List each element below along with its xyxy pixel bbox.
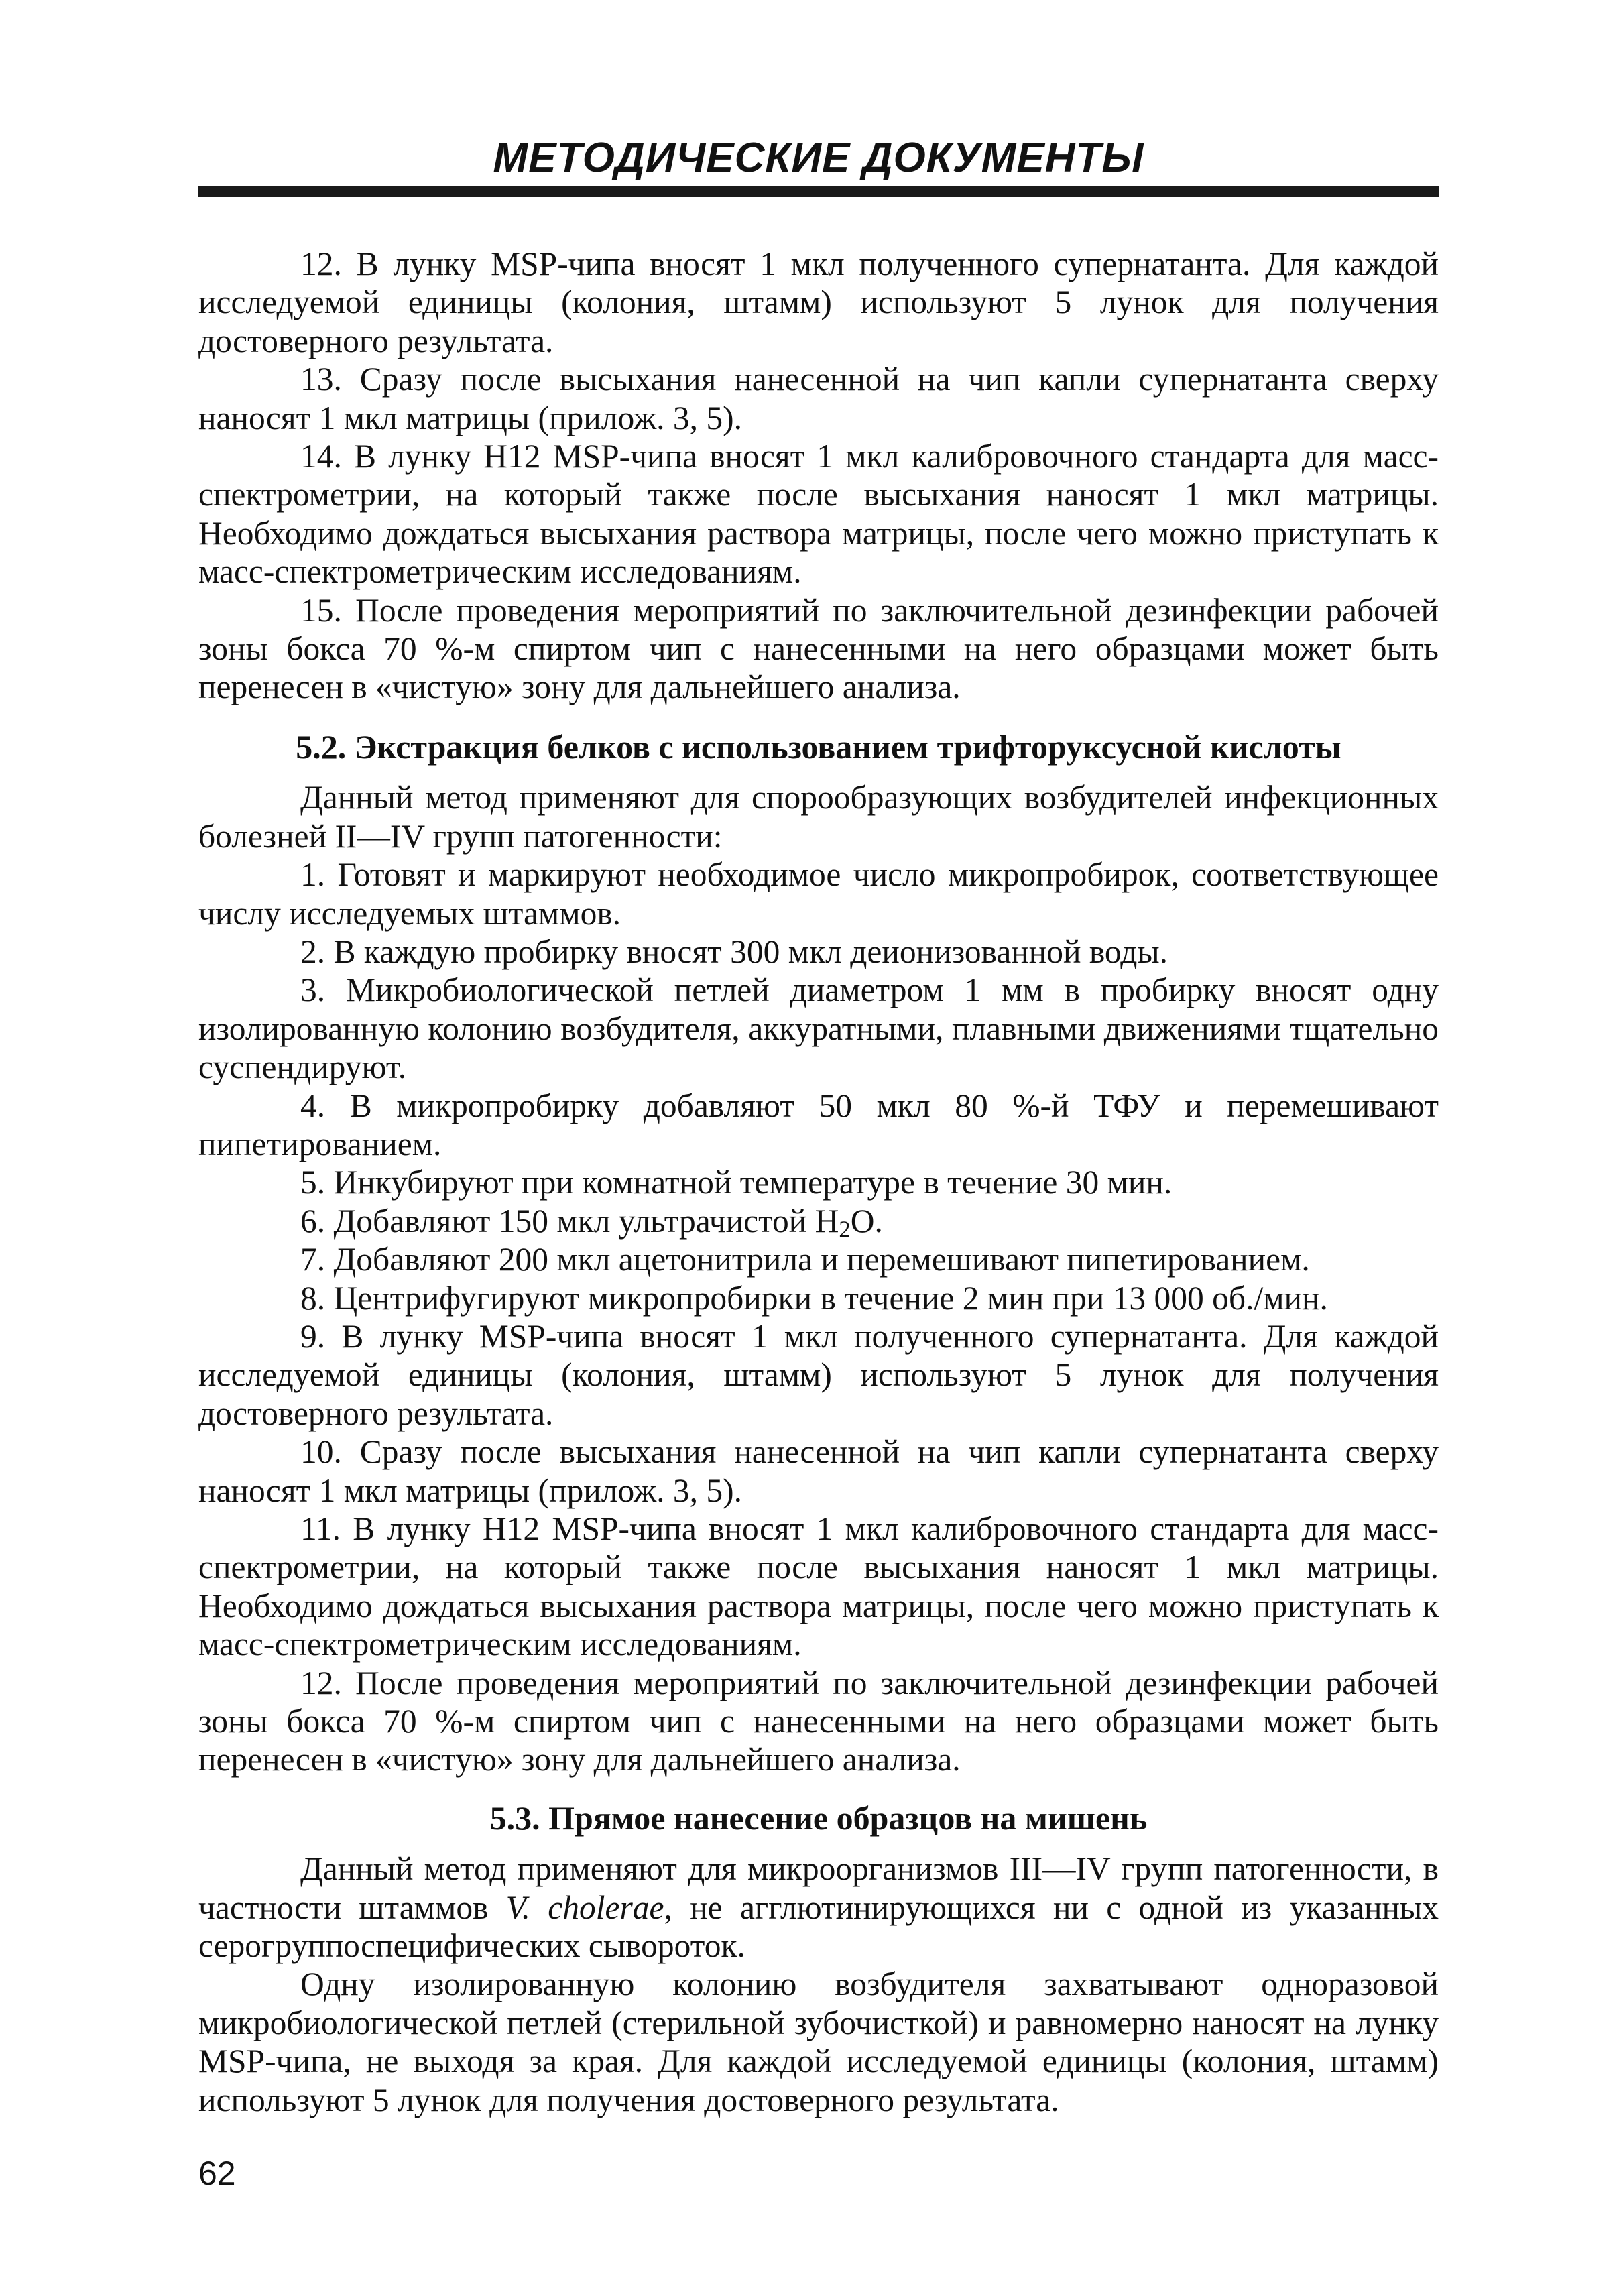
section-5-2-intro: Данный метод применяют для спорообразующих возбудителей инфекционных болезней II—IV групп патогенности: bbox=[198, 779, 1439, 855]
s52-step-6-text: 6. Добавляют 150 мкл ультрачистой H bbox=[300, 1202, 839, 1240]
s52-step-6-tail: O. bbox=[850, 1202, 883, 1240]
header-rule bbox=[198, 186, 1439, 197]
step-14: 14. В лунку H12 MSP-чипа вносят 1 мкл калибровочного стандарта для масс-спектрометрии, на который также после высыхания наносят 1 мкл матрицы. Необходимо дождаться высыхания раствора матрицы, после чего можно приступать к масс-спектрометрическим исследованиям. bbox=[198, 438, 1439, 591]
s52-step-6-subscript: 2 bbox=[839, 1217, 851, 1243]
s52-step-4: 4. В микропробирку добавляют 50 мкл 80 %-й ТФУ и перемешивают пипетированием. bbox=[198, 1087, 1439, 1162]
section-5-3-paragraph-2: Одну изолированную колонию возбудителя захватывают одноразовой микробиологической петлей (стерильной зубочисткой) и равномерно наносят на лунку MSP-чипа, не выходя за края. Для каждой исследуемой единицы (колония, штамм) используют 5 лунок для получения достоверного результата. bbox=[198, 1966, 1439, 2118]
s52-step-12: 12. После проведения мероприятий по заключительной дезинфекции рабочей зоны бокса 70 %-м спиртом чип с нанесенными на него образцами может быть перенесен в «чистую» зону для дальнейшего анализа. bbox=[198, 1664, 1439, 1778]
s52-step-11: 11. В лунку H12 MSP-чипа вносят 1 мкл калибровочного стандарта для масс-спектрометрии, на который также после высыхания наносят 1 мкл матрицы. Необходимо дождаться высыхания раствора матрицы, после чего можно приступать к масс-спектрометрическим исследованиям. bbox=[198, 1510, 1439, 1663]
s52-step-9: 9. В лунку MSP-чипа вносят 1 мкл полученного супернатанта. Для каждой исследуемой единицы (колония, штамм) используют 5 лунок для получения достоверного результата. bbox=[198, 1317, 1439, 1432]
s52-step-6 bbox=[198, 1202, 1439, 1243]
s52-step-7: 7. Добавляют 200 мкл ацетонитрила и перемешивают пипетированием. bbox=[300, 1241, 1310, 1278]
section-5-2-heading: 5.2. Экстракция белков с использованием трифторуксусной кислоты bbox=[296, 727, 1341, 766]
step-15: 15. После проведения мероприятий по заключительной дезинфекции рабочей зоны бокса 70 %-м спиртом чип с нанесенными на него образцами может быть перенесен в «чистую» зону для дальнейшего анализа. bbox=[198, 591, 1439, 706]
page-number: 62 bbox=[198, 2155, 236, 2192]
s52-step-8: 8. Центрифугируют микропробирки в течение 2 мин при 13 000 об./мин. bbox=[300, 1279, 1328, 1317]
s52-step-2: 2. В каждую пробирку вносят 300 мкл деионизованной воды. bbox=[300, 932, 1168, 970]
species-name: V. cholerae bbox=[505, 1888, 664, 1926]
page-content bbox=[198, 245, 1439, 2119]
s53-p1-after: , не агглютинирующихся ни с одной из указанных серогруппоспецифических сывороток. bbox=[198, 1888, 1439, 1965]
step-12: 12. В лунку MSP-чипа вносят 1 мкл полученного супернатанта. Для каждой исследуемой единицы (колония, штамм) используют 5 лунок для получения достоверного результата. bbox=[198, 245, 1439, 359]
s52-step-3: 3. Микробиологической петлей диаметром 1 мм в пробирку вносят одну изолированную колонию возбудителя, аккуратными, плавными движениями тщательно суспендируют. bbox=[198, 971, 1439, 1086]
running-header: МЕТОДИЧЕСКИЕ ДОКУМЕНТЫ bbox=[493, 135, 1144, 181]
s52-step-1: 1. Готовят и маркируют необходимое число микропробирок, соответствующее числу исследуемых штаммов. bbox=[198, 856, 1439, 932]
section-5-3-heading: 5.3. Прямое нанесение образцов на мишень bbox=[489, 1799, 1148, 1837]
step-13: 13. Сразу после высыхания нанесенной на чип капли супернатанта сверху наносят 1 мкл матрицы (прилож. 3, 5). bbox=[198, 361, 1439, 436]
section-5-3-paragraph-1 bbox=[198, 1850, 1439, 1965]
s52-step-5: 5. Инкубируют при комнатной температуре в течение 30 мин. bbox=[300, 1164, 1173, 1201]
s53-p1-before: Данный метод применяют для микроорганизмов III—IV групп патогенности, в частности штаммов bbox=[198, 1850, 1439, 1926]
s52-step-10: 10. Сразу после высыхания нанесенной на чип капли супернатанта сверху наносят 1 мкл матрицы (прилож. 3, 5). bbox=[198, 1433, 1439, 1509]
